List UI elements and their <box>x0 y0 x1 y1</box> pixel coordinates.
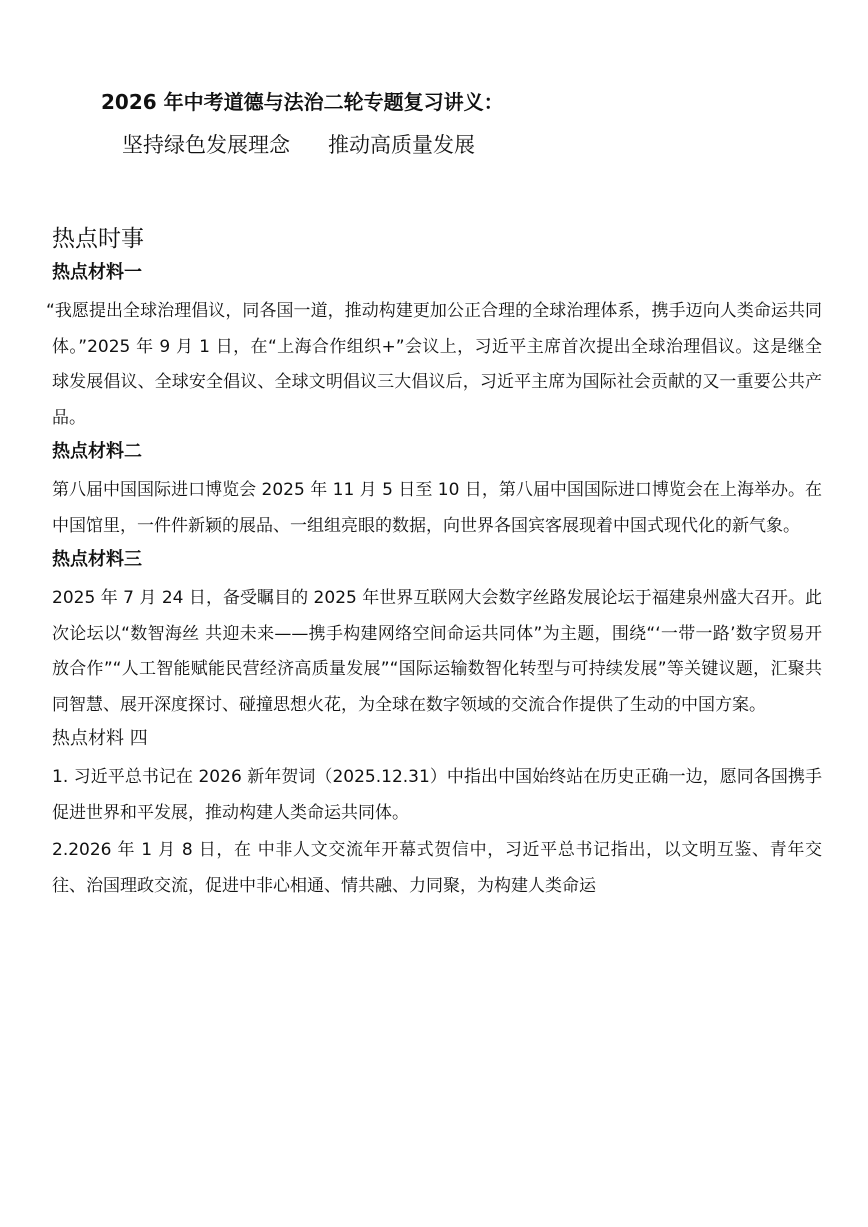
material-paragraph: “我愿提出全球治理倡议，同各国一道，推动构建更加公正合理的全球治理体系，携手迈向人类命运共同体。”2025 年 9 月 1 日，在“上海合作组织+”会议上，习近平主席首次提出全球治理倡议。这是继全球发展倡议、全球安全倡议、全球文明倡议三大倡议后，习近平主席为国际社会贡献的又一重要公共产品。 <box>46 301 822 428</box>
material-block-4 <box>52 727 822 904</box>
material-block-1 <box>46 261 822 436</box>
subtitle-part-1: 坚持绿色发展理念 <box>122 133 290 157</box>
material-paragraph: 2.2026 年 1 月 8 日，在 中非人文交流年开幕式贺信中，习近平总书记指出，以文明互鉴、青年交往、治国理政交流，促进中非心相通、情共融、力同聚，为构建人类命运 <box>52 840 822 896</box>
material-paragraph: 第八届中国国际进口博览会 2025 年 11 月 5 日至 10 日，第八届中国国际进口博览会在上海举办。在中国馆里，一件件新颖的展品、一组组亮眼的数据，向世界各国宾客展现着中国式现代化的新气象。 <box>52 480 822 536</box>
document-title: 2026 年中考道德与法治二轮专题复习讲义： <box>101 90 504 114</box>
material-block-2 <box>52 440 822 544</box>
subtitle-part-2: 推动高质量发展 <box>328 133 475 157</box>
material-heading: 热点材料 四 <box>52 728 148 749</box>
material-paragraph: 1. 习近平总书记在 2026 新年贺词（2025.12.31）中指出中国始终站在历史正确一边，愿同各国携手促进世界和平发展，推动构建人类命运共同体。 <box>52 767 822 823</box>
material-heading: 热点材料一 <box>52 262 142 283</box>
material-paragraph: 2025 年 7 月 24 日，备受瞩目的 2025 年世界互联网大会数字丝路发展论坛于福建泉州盛大召开。此次论坛以“数智海丝 共迎未来——携手构建网络空间命运共同体”为主题，围绕“‘一带一路’数字贸易开放合作”“人工智能赋能民营经济高质量发展”“国际运输数智化转型与可持续发展”等关键议题，汇聚共同智慧、展开深度探讨、碰撞思想火花，为全球在数字领域的交流合作提供了生动的中国方案。 <box>52 588 822 715</box>
materials-content <box>46 261 822 908</box>
document-subtitle <box>122 129 475 159</box>
section-heading: 热点时事 <box>52 226 144 252</box>
material-heading: 热点材料三 <box>52 549 142 570</box>
material-block-3 <box>52 548 822 723</box>
material-heading: 热点材料二 <box>52 441 142 462</box>
